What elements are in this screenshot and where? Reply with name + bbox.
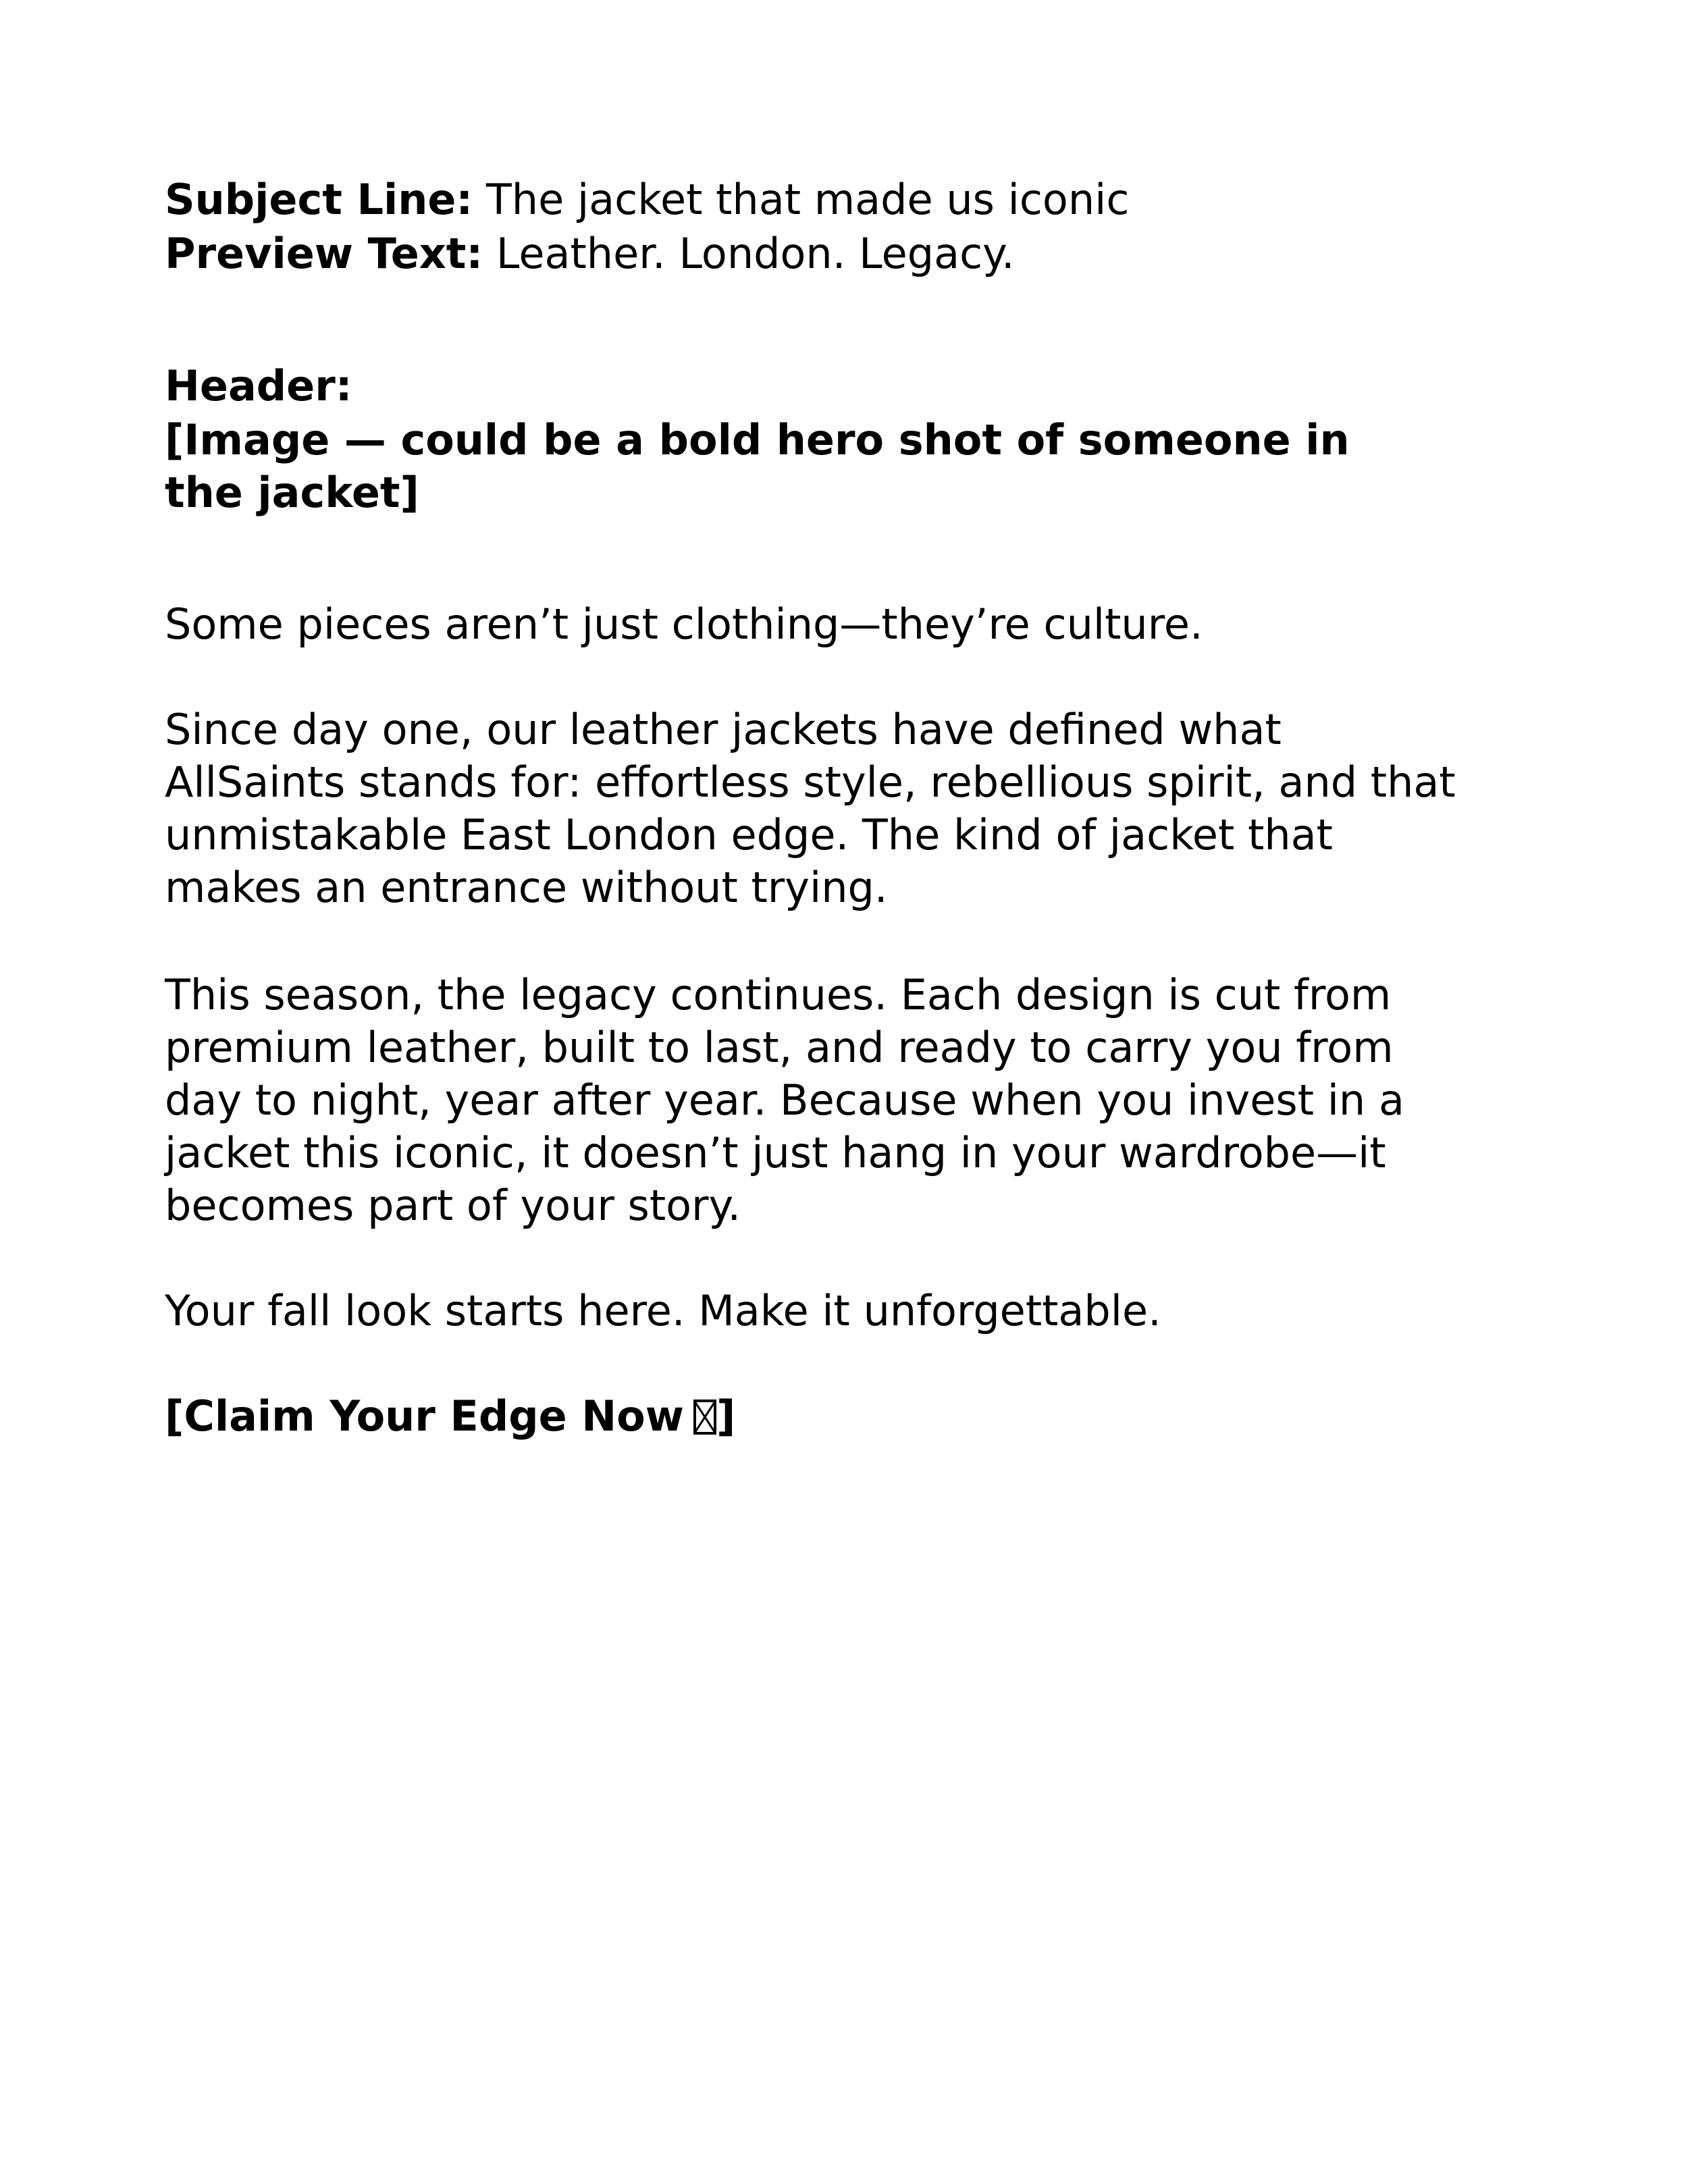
body-paragraph-3-line1: This season, the legacy continues. Each design is cut from — [165, 970, 1392, 1019]
cta-close-bracket: ] — [716, 1391, 736, 1441]
body-paragraph-3-line5: becomes part of your story. — [165, 1181, 741, 1230]
preview-text-label: Preview Text: — [165, 229, 483, 278]
header-image-note-line1: [Image — could be a bold hero shot of someone in — [165, 415, 1350, 464]
body-paragraph-2-line1: Since day one, our leather jackets have defined what — [165, 705, 1282, 754]
missing-glyph-icon — [693, 1400, 716, 1435]
subject-line-row — [165, 173, 1129, 227]
body-paragraph-1: Some pieces aren’t just clothing—they’re culture. — [165, 600, 1203, 649]
cta-button-placeholder[interactable] — [165, 1389, 735, 1443]
header-image-note-line2: the jacket] — [165, 468, 419, 517]
subject-line-label: Subject Line: — [165, 175, 473, 224]
header-label: Header: — [165, 361, 352, 410]
cta-label: [Claim Your Edge Now — [165, 1391, 684, 1441]
body-paragraph-4: Your fall look starts here. Make it unforgettable. — [165, 1286, 1161, 1335]
preview-text-row — [165, 227, 1015, 281]
body-paragraph-3-line4: jacket this iconic, it doesn’t just hang in your wardrobe—it — [165, 1128, 1386, 1177]
subject-line-value: The jacket that made us iconic — [485, 175, 1130, 224]
preview-text-value: Leather. London. Legacy. — [496, 229, 1015, 278]
body-paragraph-2-line4: makes an entrance without trying. — [165, 863, 888, 912]
body-paragraph-3-line2: premium leather, built to last, and ready to carry you from — [165, 1023, 1394, 1072]
body-paragraph-2-line2: AllSaints stands for: effortless style, rebellious spirit, and that — [165, 757, 1456, 807]
body-paragraph-3-line3: day to night, year after year. Because when you invest in a — [165, 1075, 1404, 1125]
body-paragraph-2-line3: unmistakable East London edge. The kind of jacket that — [165, 810, 1333, 859]
